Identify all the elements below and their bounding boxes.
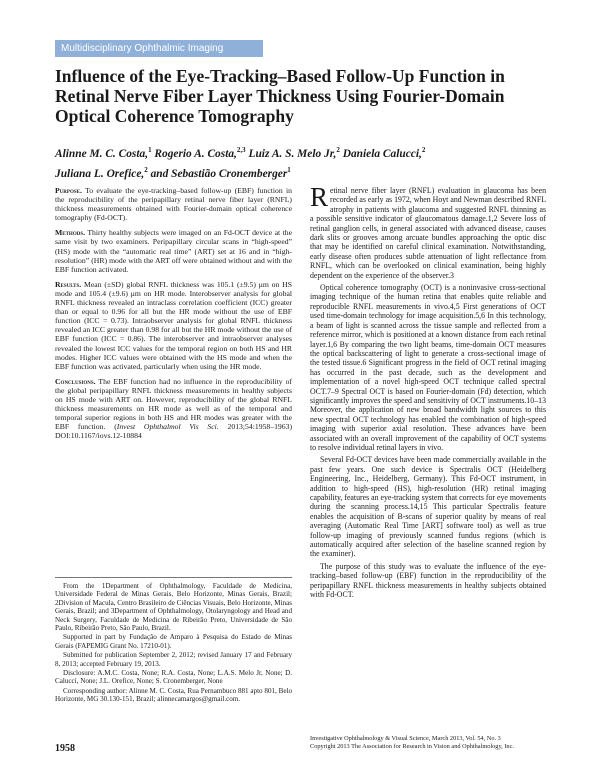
conclusions-text: The EBF function had no influence in the reproducibility of the global peripapillary RNFL thickness measurements in healthy subjects on HS mode with ART on. However, reproducibility of the global RNFL thickness measurements on HR mode as well as of the temporal and temporal superior regions in both HS and HR modes was greater with the EBF function. bbox=[55, 376, 292, 432]
author: and Sebastião Cronemberger bbox=[147, 167, 288, 180]
author: Daniela Calucci, bbox=[339, 147, 422, 160]
paragraph-oct: Optical coherence tomography (OCT) is a noninvasive cross-sectional imaging technique of the human retina that enables quite reliable and reproducible RNFL measurements in vivo.4,5 First generations of OCT used time-domain technology for image acquisition.5,6 In this technology, a beam of light is scanned across the tissue sample and reflected from a reference mirror, which is positioned at a known distance from each retinal layer.1,6 By comparing the two light beams, time-domain OCT measures the optical backscattering of light to generate a cross-sectional image of the tested tissue.6 Significant progress in the field of OCT retinal imaging has occurred in the past decade, such as the development and implementation of a novel high-speed OCT technique called spectral OCT.7–9 Spectral OCT is based on Fourier-domain (Fd) detection, which significantly improves the speed and sensitivity of OCT instruments.10–13 Moreover, the application of new broad bandwidth light sources to this new spectral OCT technology has enabled the combination of high-speed imaging with superior axial resolution. These advances have been associated with an overall improvement of the capability of OCT systems to resolve individual retinal layers in vivo. bbox=[310, 283, 546, 452]
author: Luiz A. S. Melo Jr, bbox=[245, 147, 337, 160]
abstract bbox=[55, 186, 292, 446]
author-affiliation-mark: 2,3 bbox=[236, 146, 246, 154]
purpose-text: To evaluate the eye-tracking–based follow-up (EBF) function in the reproducibility of the peripapillary retinal nerve fiber layer (RNFL) thickness measurements obtained with Fourier-domain optical coherence tomography (Fd-OCT). bbox=[55, 186, 292, 223]
page-number: 1958 bbox=[55, 743, 75, 754]
body-text bbox=[310, 182, 547, 602]
affiliations-footnote bbox=[55, 577, 292, 705]
author-affiliation-mark: 2 bbox=[336, 146, 340, 154]
submission-dates: Submitted for publication September 2, 2012; revised January 17 and February 8, 2013; accepted February 19, 2013. bbox=[55, 651, 292, 668]
conclusions-label: Conclusions. bbox=[55, 376, 96, 386]
journal-issue: Investigative Ophthalmology & Visual Science, March 2013, Vol. 54, No. 3 bbox=[310, 735, 501, 742]
author-affiliation-mark: 1 bbox=[287, 165, 291, 174]
methods-label: Methods. bbox=[55, 228, 86, 238]
section-banner: Multidisciplinary Ophthalmic Imaging bbox=[55, 40, 263, 57]
author: Rogerio A. Costa, bbox=[151, 147, 237, 160]
paragraph-purpose: The purpose of this study was to evaluate the influence of the eye-tracking–based follow-up (EBF) function in the reproducibility of the peripapillary RNFL thickness measurements in healthy subjects obtained with Fd-OCT. bbox=[310, 561, 546, 600]
paragraph-introduction: Retinal nerve fiber layer (RNFL) evaluation in glaucoma has been recorded as early as 1972, when Hoyt and Newman described RNFL atrophy in patients with glaucoma and suggested RNFL thinning as a possible sensitive indicator of glaucomatous damage.1,2 Severe loss of retinal ganglion cells, in general associated with advanced disease, causes dark slits or grooves among arcuate bundles approaching the optic disc that may be identified on careful clinical examination. Notwithstanding, early disease often produces subtle attenuation of light reflectance from RNFL, which can be overlooked on clinical examination, being highly dependent on the experience of the observer.3 bbox=[310, 182, 546, 280]
author-affiliation-mark: 1 bbox=[148, 146, 152, 154]
abstract-methods bbox=[55, 228, 292, 273]
citation: (Invest Ophthalmol Vis Sci. 2013;54:1958–1963) DOI:10.1167/iovs.12-10884 bbox=[55, 422, 293, 441]
abstract-purpose bbox=[55, 186, 292, 222]
author-affiliation-mark: 2 bbox=[144, 165, 148, 174]
journal-copyright: Copyright 2013 The Association for Research in Vision and Ophthalmology, Inc. bbox=[310, 743, 514, 751]
abstract-results bbox=[55, 280, 292, 371]
author: Juliana L. Orefice, bbox=[55, 167, 145, 180]
purpose-label: Purpose. bbox=[55, 186, 82, 195]
methods-text: Thirty healthy subjects were imaged on an Fd-OCT device at the same visit by two examiners. Peripapillary circular scans in “high-speed” (HS) mode with the “automatic real time” (ART) set at 16 and in “high-resolution” (HR) mode with the ART off were obtained without and with the EBF function activated. bbox=[55, 228, 292, 274]
abstract-conclusions bbox=[55, 377, 292, 441]
author-list bbox=[55, 142, 555, 182]
results-text: Mean (±SD) global RNFL thickness was 105.1 (±9.5) μm on HS mode and 105.4 (±9.6) μm on HR mode. Interobserver analysis for global RNFL thickness revealed an intraclass correlation coefficient (ICC) greater than or equal to 0.96 for all but the HR mode without the use of EBF function (ICC = 0.73). Intraobserver analysis for global RNFL thickness revealed an ICC greater than 0.98 for all but the HR mode without the use of EBF function (ICC = 0.86). The interobserver and intraobserver analyses revealed the lowest ICC values for the temporal region on both HS and HR modes. Higher ICC values were obtained with the HS mode and when the EBF function was activated, particularly when using the HR mode. bbox=[55, 279, 292, 371]
journal-footer bbox=[310, 735, 560, 752]
disclosure: Disclosure: A.M.C. Costa, None; R.A. Costa, None; L.A.S. Melo Jr, None; D. Calucci, None; J.L. Orefice, None; S. Cronemberger, None bbox=[55, 669, 292, 686]
drop-cap: R bbox=[310, 182, 329, 212]
corresponding-author: Corresponding author: Alinne M. C. Costa, Rua Pernambuco 881 apto 801, Belo Horizonte, MG 30.130-151, Brazil; alinnecamargos@gmail.com. bbox=[55, 686, 292, 704]
author-affiliation-mark: 2 bbox=[421, 146, 426, 154]
citation-journal: Invest Ophthalmol Vis Sci. bbox=[116, 422, 219, 432]
author: Alinne M. C. Costa, bbox=[55, 147, 149, 160]
paragraph-devices: Several Fd-OCT devices have been made commercially available in the past few years. One such device is Spectralis OCT (Heidelberg Engineering, Inc., Heidelberg, Germany). This Fd-OCT instrument, in addition to high-speed (HS), high-resolution (HR) retinal imaging capability, features an eye-tracking system that corrects for eye movements during the scanning process.14,15 This particular Spectralis feature enables the acquisition of B-scans of superior quality by means of real averaging (Automatic Real Time [ART] software tool) as well as true follow-up imaging of previously scanned fundus regions (which is automatically acquired after selection of the baseline scanned region by the examiner). bbox=[310, 455, 547, 559]
funding-support: Supported in part by Fundação de Amparo à Pesquisa do Estado de Minas Gerais (FAPEMIG Grant No. 17210-01). bbox=[55, 633, 292, 650]
article-title: Influence of the Eye-Tracking–Based Follow-Up Function in Retinal Nerve Fiber Layer Thickness Using Fourier-Domain Optical Coherence Tomography bbox=[55, 66, 505, 126]
results-label: Results. bbox=[55, 279, 82, 289]
affiliation-from: From the 1Department of Ophthalmology, Faculdade de Medicina, Universidade Federal de Minas Gerais, Belo Horizonte, Minas Gerais, Brazil; 2Division of Macula, Centro Brasileiro de Ciências Visuais, Belo Horizonte, Minas Gerais, Brazil; and 3Department of Ophthalmology, Otolaryngology and Head and Neck Surgery, Faculdade de Medicina de Ribeirão Preto, Universidade de São Paulo, Ribeirão Preto, São Paulo, Brazil. bbox=[55, 582, 292, 633]
